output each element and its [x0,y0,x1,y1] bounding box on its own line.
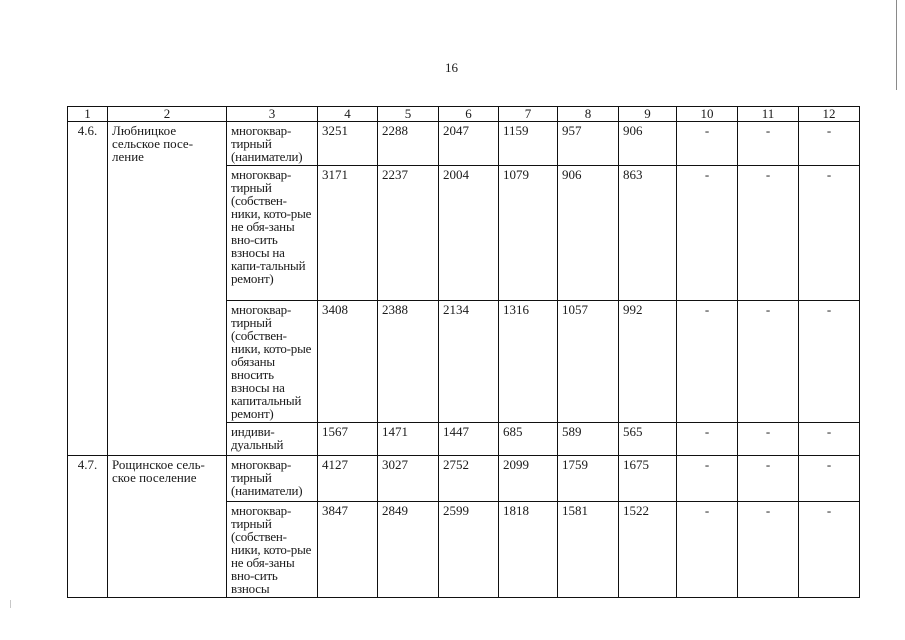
page-number: 16 [445,60,458,75]
table-cell: - [677,423,738,456]
table-cell: 1818 [499,502,558,598]
table-cell: 957 [558,122,619,166]
table-cell: 4127 [318,456,378,502]
row-code: 4.6. [68,122,108,456]
table-cell: 2237 [378,166,439,301]
table-cell: - [738,122,799,166]
table-cell: - [799,423,860,456]
table-cell: - [738,301,799,423]
housing-type: многоквар-тирный (собствен-ники, кото-рые не обя-заны вно-сить взносы на капи-тальный ремонт) [227,166,318,301]
table-cell: 1522 [619,502,677,598]
column-header: 7 [499,107,558,122]
table-cell: 3027 [378,456,439,502]
table-cell: - [677,301,738,423]
table-cell: - [799,166,860,301]
column-header: 2 [108,107,227,122]
table-cell: 1675 [619,456,677,502]
table-cell: 685 [499,423,558,456]
table-row [68,456,860,502]
table-cell: 1471 [378,423,439,456]
table-cell: 2288 [378,122,439,166]
table-cell: 3847 [318,502,378,598]
housing-type: индиви-дуальный [227,423,318,456]
table-cell: 1079 [499,166,558,301]
column-header: 4 [318,107,378,122]
table-cell: 906 [619,122,677,166]
settlement-name: Любницкое сельское посе-ление [108,122,227,456]
table-cell: 992 [619,301,677,423]
column-header: 5 [378,107,439,122]
table-cell: - [677,166,738,301]
table-cell: - [799,122,860,166]
column-header: 10 [677,107,738,122]
table-cell: 1316 [499,301,558,423]
table-cell: 565 [619,423,677,456]
column-header: 3 [227,107,318,122]
table-cell: - [738,166,799,301]
table-cell: 1447 [439,423,499,456]
table-cell: 2599 [439,502,499,598]
settlement-name: Рощинское сель-ское поселение [108,456,227,598]
column-header: 11 [738,107,799,122]
table-cell: - [799,456,860,502]
column-header: 12 [799,107,860,122]
table-row [68,122,860,166]
table-cell: 2134 [439,301,499,423]
table-cell: 2388 [378,301,439,423]
table-cell: 2004 [439,166,499,301]
left-margin-mark [10,600,11,608]
tariff-table [67,106,860,598]
table-cell: 1581 [558,502,619,598]
table-cell: - [799,502,860,598]
right-margin-rule [896,0,897,90]
column-header: 6 [439,107,499,122]
column-header: 1 [68,107,108,122]
table-cell: 3251 [318,122,378,166]
table-cell: - [677,122,738,166]
table-cell: 3408 [318,301,378,423]
housing-type: многоквар-тирный (собствен-ники, кото-рые обязаны вносить взносы на капитальный ремонт) [227,301,318,423]
table-cell: 2849 [378,502,439,598]
table-cell: 1057 [558,301,619,423]
table-cell: - [677,456,738,502]
table-cell: 2752 [439,456,499,502]
table-cell: - [677,502,738,598]
table-cell: 589 [558,423,619,456]
table-cell: 906 [558,166,619,301]
table-cell: 2099 [499,456,558,502]
row-code: 4.7. [68,456,108,598]
table-cell: 3171 [318,166,378,301]
housing-type: многоквар-тирный (наниматели) [227,456,318,502]
column-header: 9 [619,107,677,122]
table-cell: 1567 [318,423,378,456]
housing-type: многоквар-тирный (собствен-ники, кото-рые не обя-заны вно-сить взносы [227,502,318,598]
table-cell: - [738,423,799,456]
table-header-row [68,107,860,122]
table-cell: 863 [619,166,677,301]
table-cell: - [738,502,799,598]
table-cell: - [738,456,799,502]
housing-type: многоквар-тирный (наниматели) [227,122,318,166]
table-cell: 1159 [499,122,558,166]
table-cell: 1759 [558,456,619,502]
table-cell: - [799,301,860,423]
table-cell: 2047 [439,122,499,166]
column-header: 8 [558,107,619,122]
